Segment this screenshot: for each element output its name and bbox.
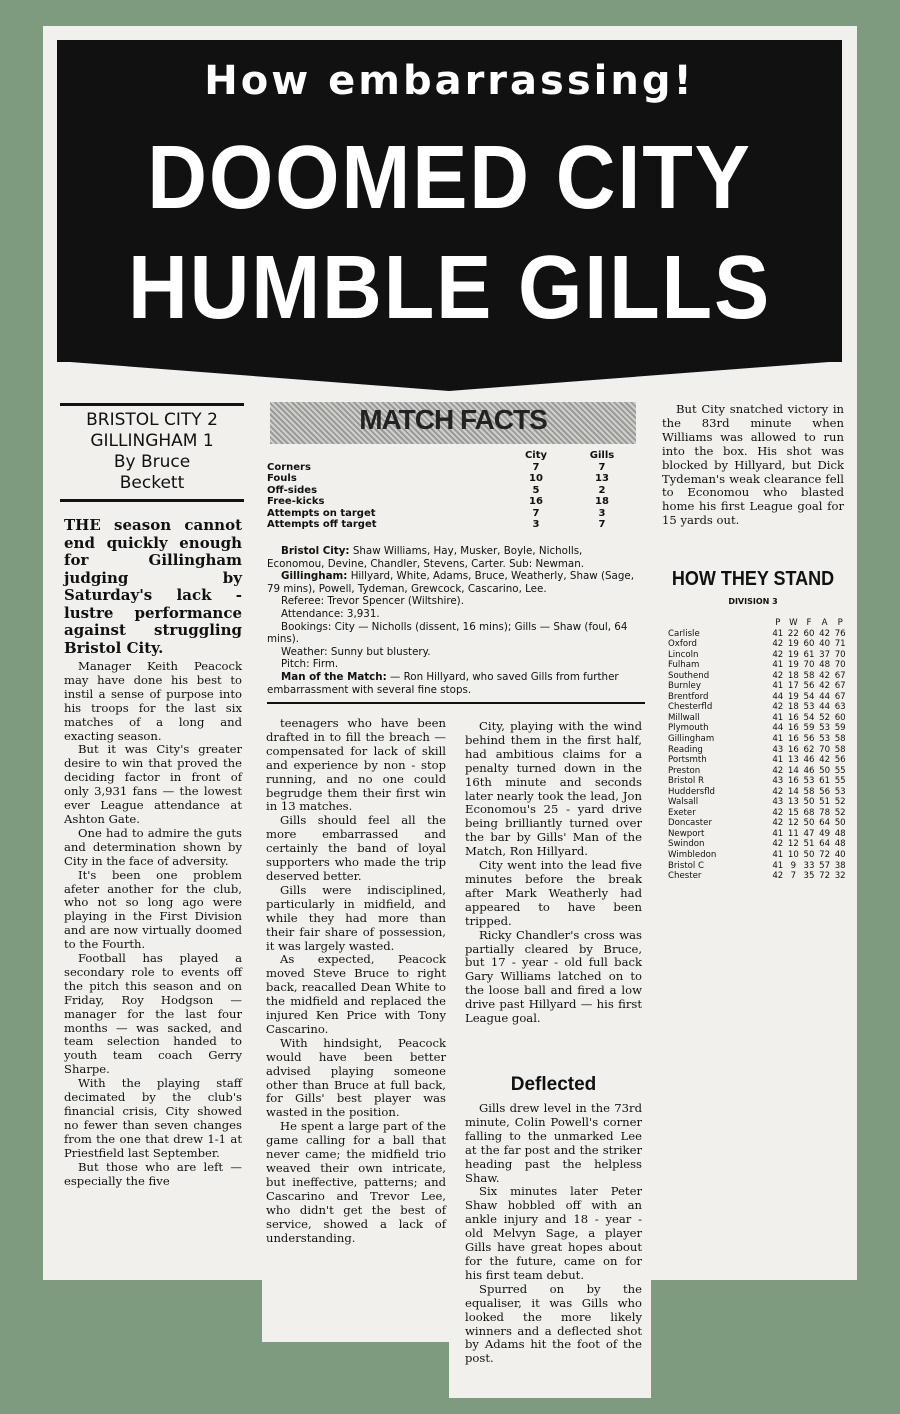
league-cell-f: 50 — [803, 818, 815, 829]
league-cell-a: 70 — [819, 744, 831, 755]
league-cell-p: 41 — [772, 681, 784, 692]
league-cell-team: Southend — [668, 670, 710, 681]
league-cell-p: 41 — [772, 660, 784, 671]
league-cell-f: 46 — [803, 755, 815, 766]
league-cell-pts: 48 — [834, 839, 846, 850]
league-cell-p: 44 — [772, 691, 784, 702]
byline-top-rule — [60, 403, 244, 406]
league-cell-team: Millwall — [668, 712, 700, 723]
league-cell-pts: 38 — [834, 860, 846, 871]
league-cell-f: 56 — [803, 734, 815, 745]
league-cell-team: Brentford — [668, 691, 709, 702]
league-table-row — [668, 861, 848, 872]
league-cell-pts: 58 — [834, 744, 846, 755]
stats-cell-gills: 7 — [598, 519, 606, 530]
league-cell-w: 15 — [787, 807, 799, 818]
stats-cell-gills: 2 — [598, 484, 606, 496]
league-cell-f: 50 — [803, 797, 815, 808]
league-cell-p: 43 — [772, 744, 784, 755]
league-cell-p: 42 — [772, 670, 784, 681]
league-cell-team: Wimbledon — [668, 850, 717, 861]
league-cell-team: Swindon — [668, 839, 705, 850]
league-cell-p: 41 — [772, 850, 784, 861]
paragraph: City, playing with the wind behind them in the first half, had ambitious claims for a penalty turned down in the 16th minute and seconds later nearly took the lead, Jon Economou's 25 - yard drive being brilliantly turned over the bar by Gills' Man of the Match, Ron Hillyard. — [465, 719, 642, 859]
league-cell-w: 12 — [787, 818, 799, 829]
paragraph: Six minutes later Peter Shaw hobbled off with an ankle injury and 18 - year - old Melvyn Sage, a player Gills have great hopes about for the future, came on for his first team debut. — [465, 1184, 642, 1282]
league-cell-team: Chester — [668, 871, 702, 882]
article-column-1 — [64, 660, 242, 1188]
intro-paragraph: THE season cannot end quickly enough for Gillingham judging by Saturday's lack - lustre performance against struggling Bristol City. — [64, 516, 242, 657]
league-cell-w: 9 — [790, 860, 797, 871]
league-cell-w: 16 — [787, 712, 799, 723]
league-cell-w: 13 — [787, 755, 799, 766]
league-table-title: HOW THEY STAND — [671, 568, 835, 590]
league-cell-a: 72 — [819, 850, 831, 861]
league-cell-a: 50 — [819, 765, 831, 776]
league-table-division: DIVISION 3 — [728, 597, 778, 606]
league-table-row — [668, 755, 848, 766]
league-cell-team: Preston — [668, 765, 701, 776]
league-cell-w: 18 — [787, 670, 799, 681]
stats-cell-label: Corners — [267, 461, 311, 473]
clipping-tab-middle — [262, 1280, 449, 1342]
league-cell-p: 42 — [772, 649, 784, 660]
league-table-row — [668, 723, 848, 734]
stats-cell-city: 7 — [532, 461, 540, 473]
league-cell-w: 16 — [787, 744, 799, 755]
league-table-row — [668, 702, 848, 713]
league-cell-pts: 56 — [834, 755, 846, 766]
league-cell-f: 50 — [803, 850, 815, 861]
league-cell-f: 53 — [803, 702, 815, 713]
league-table-row — [668, 660, 848, 671]
league-cell-p: 43 — [772, 797, 784, 808]
league-cell-pts: 70 — [834, 649, 846, 660]
league-cell-a: 64 — [819, 839, 831, 850]
paragraph: He spent a large part of the game calling for a ball that never came; the midfield trio weaved their own intricate, but ineffective, patterns; and Cascarino and Trevor Lee, who didn't get the best of service, showed a lack of understanding. — [266, 1119, 446, 1245]
league-cell-team: Exeter — [668, 807, 696, 818]
paragraph: It's been one problem afeter another for the club, who not so long ago were playing in the First Division and are now virtually doomed to the Fourth. — [64, 867, 242, 952]
stats-row — [267, 519, 639, 531]
stats-cell-label: Off-sides — [267, 484, 318, 496]
stats-col-gills: Gills — [589, 450, 615, 461]
league-table-row — [668, 850, 848, 861]
banner-point — [57, 361, 842, 391]
pitch: Pitch: Firm. — [281, 658, 339, 671]
league-cell-team: Walsall — [668, 797, 699, 808]
paragraph: Spurred on by the equaliser, it was Gills who looked the more likely winners and a deflected shot by Adams hit the foot of the post. — [465, 1281, 642, 1366]
league-cell-p: 42 — [772, 702, 784, 713]
league-cell-pts: 32 — [834, 871, 846, 882]
league-cell-pts: 67 — [834, 670, 846, 681]
league-table-row — [668, 671, 848, 682]
stats-header-row — [267, 450, 639, 462]
league-cell-w: 18 — [787, 702, 799, 713]
league-table-row — [668, 797, 848, 808]
paragraph: Gills should feel all the more embarrassed and certainly the band of loyal supporters who made the trip deserved better. — [266, 813, 446, 883]
match-facts-title: MATCH FACTS — [359, 404, 547, 435]
stats-cell-city: 16 — [529, 496, 543, 507]
league-cell-pts: 55 — [834, 776, 846, 787]
article-column-3 — [465, 720, 642, 1026]
paragraph: teenagers who have been drafted in to fill the breach — compensated for lack of skill and experience by non - stop running, and no one could begrudge them their first win in 13 matches. — [266, 716, 446, 814]
league-cell-team: Bristol R — [668, 776, 705, 787]
paragraph: With the playing staff decimated by the club's financial crisis, City showed no fewer than seven changes from the one that drew 1-1 at Priestfield last September. — [64, 1076, 242, 1160]
league-cell-p: 42 — [772, 786, 784, 797]
stats-cell-gills: 3 — [598, 507, 606, 519]
stats-cell-city: 7 — [532, 507, 540, 519]
league-cell-pts: 70 — [834, 660, 846, 671]
league-cell-w: 7 — [790, 871, 797, 882]
league-cell-team: Oxford — [668, 639, 697, 650]
league-cell-a: 53 — [819, 734, 831, 745]
league-cell-p: 41 — [772, 828, 784, 839]
league-cell-p: 41 — [772, 734, 784, 745]
stats-cell-city: 10 — [529, 473, 543, 484]
league-cell-team: Reading — [668, 744, 703, 755]
stats-row — [267, 508, 639, 520]
main-headline-line-2: HUMBLE GILLS — [127, 238, 772, 338]
league-cell-f: 53 — [803, 776, 815, 787]
league-cell-p: 42 — [772, 839, 784, 850]
byline-bottom-rule — [60, 499, 244, 502]
paragraph: But City snatched victory in the 83rd minute when Williams was allowed to run into the box. His shot was blocked by Hillyard, but Dick Tydeman's weak clearance fell to Economou who blasted home his first League goal for 15 yards out. — [662, 402, 844, 528]
article-column-4 — [662, 403, 844, 528]
league-table-row — [668, 650, 848, 661]
league-cell-pts: 67 — [834, 691, 846, 702]
score-line-1: BRISTOL CITY 2 — [86, 410, 218, 430]
paragraph: Manager Keith Peacock may have done his best to instil a sense of purpose into his troops for the last six matches of a long and exacting season. — [64, 659, 242, 743]
league-cell-f: 60 — [803, 639, 815, 650]
score-line-2: GILLINGHAM 1 — [90, 431, 214, 451]
league-cell-team: Doncaster — [668, 818, 712, 829]
stats-row — [267, 473, 639, 485]
stats-cell-label: Fouls — [267, 473, 297, 484]
league-cell-p: 44 — [772, 723, 784, 734]
paragraph: City went into the lead five minutes before the break after Mark Weatherly had appeared to have been tripped. — [465, 858, 642, 928]
league-cell-a: 64 — [819, 818, 831, 829]
paragraph: One had to admire the guts and determination shown by City in the face of adversity. — [64, 825, 242, 868]
league-cell-a: 49 — [819, 828, 831, 839]
league-cell-team: Portsmth — [668, 755, 707, 766]
column-3-top — [465, 720, 642, 1026]
league-cell-w: 11 — [787, 828, 799, 839]
league-cell-a: 57 — [819, 860, 831, 871]
league-cell-pts: 50 — [834, 818, 846, 829]
league-cell-w: 19 — [787, 660, 799, 671]
league-cell-team: Lincoln — [668, 649, 699, 660]
league-cell-a: 72 — [819, 871, 831, 882]
league-cell-team: Fulham — [668, 660, 700, 671]
league-cell-pts: 53 — [834, 786, 846, 797]
league-table-row — [668, 734, 848, 745]
league-table-row — [668, 818, 848, 829]
byline-author: Beckett — [119, 473, 185, 493]
stats-cell-city: 5 — [532, 484, 540, 496]
league-cell-team: Plymouth — [668, 723, 709, 734]
league-cell-team: Bristol C — [668, 860, 705, 871]
paragraph: As expected, Peacock moved Steve Bruce to right back, reacalled Dean White to the midfield and replaced the injured Ken Price with Tony Cascarino. — [266, 952, 446, 1036]
league-table-row — [668, 766, 848, 777]
league-cell-w: 22 — [787, 628, 799, 639]
byline-by: By Bruce — [113, 452, 191, 472]
league-cell-f: 46 — [803, 765, 815, 776]
league-cell-pts: 76 — [834, 628, 846, 639]
league-table-row — [668, 829, 848, 840]
league-table-row — [668, 787, 848, 798]
league-cell-team: Gillingham — [668, 734, 715, 745]
league-cell-w: 16 — [787, 723, 799, 734]
league-cell-f: 58 — [803, 786, 815, 797]
article-column-3-bottom — [465, 1102, 642, 1366]
league-table-row — [668, 776, 848, 787]
league-cell-p: 41 — [772, 755, 784, 766]
league-cell-pts: 52 — [834, 807, 846, 818]
stats-col-city: City — [524, 450, 548, 461]
league-cell-w: 19 — [787, 691, 799, 702]
league-cell-w: 10 — [787, 850, 799, 861]
bristol-lineup: Bristol City: Shaw Williams, Hay, Musker, Boyle, Nicholls, Economou, Devine, Chandler, Stevens, Carter. Sub: Newman. — [267, 545, 585, 570]
league-cell-w: 14 — [787, 786, 799, 797]
league-cell-f: 35 — [803, 871, 815, 882]
league-cell-f: 33 — [803, 860, 815, 871]
league-cell-a: 48 — [819, 660, 831, 671]
league-cell-a: 42 — [819, 670, 831, 681]
league-cell-a: 42 — [819, 755, 831, 766]
league-table-row — [668, 713, 848, 724]
league-cell-p: 42 — [772, 818, 784, 829]
league-cell-w: 13 — [787, 797, 799, 808]
league-cell-pts: 59 — [834, 723, 846, 734]
league-cell-a: 44 — [819, 702, 831, 713]
league-cell-a: 78 — [819, 807, 831, 818]
paragraph: Gills were indisciplined, particularly in midfield, and while they had more than their fair share of possession, it was largely wasted. — [266, 882, 446, 953]
paragraph: But those who are left — especially the five — [64, 1159, 242, 1188]
league-cell-p: 42 — [772, 639, 784, 650]
paragraph: But it was City's greater desire to win that proved the deciding factor in front of only 3,931 fans — the lowest ever League attendance at Ashton Gate. — [64, 742, 242, 826]
league-cell-f: 56 — [803, 681, 815, 692]
league-cell-p: 42 — [772, 765, 784, 776]
league-cell-f: 54 — [803, 712, 815, 723]
league-table-row — [668, 681, 848, 692]
stats-cell-gills: 7 — [598, 461, 606, 473]
stats-cell-label: Attempts on target — [267, 507, 376, 519]
gillingham-lineup: Gillingham: Hillyard, White, Adams, Bruce, Weatherly, Shaw (Sage, 79 mins), Powell, Tydeman, Grewcock, Cascarino, Lee. — [267, 570, 634, 595]
league-table-row — [668, 871, 848, 882]
league-table-row — [668, 745, 848, 756]
stats-cell-city: 3 — [532, 519, 540, 530]
paragraph: Ricky Chandler's cross was partially cleared by Bruce, but 17 - year - old full back Gary Williams latched on to the loose ball and fired a low drive past Hillyard — his first League goal. — [465, 927, 642, 1026]
league-cell-f: 61 — [803, 649, 815, 660]
match-facts-details — [267, 545, 641, 696]
league-cell-pts: 58 — [834, 734, 846, 745]
league-cell-team: Newport — [668, 828, 705, 839]
league-cell-f: 47 — [803, 828, 815, 839]
league-table-row — [668, 629, 848, 640]
league-cell-f: 51 — [803, 839, 815, 850]
paragraph: With hindsight, Peacock would have been better advised playing someone other than Bruce at full back, for Gills' best player was wasted in the position. — [266, 1035, 446, 1120]
league-cell-a: 42 — [819, 681, 831, 692]
league-cell-w: 17 — [787, 681, 799, 692]
league-cell-a: 40 — [819, 639, 831, 650]
league-cell-pts: 48 — [834, 828, 846, 839]
league-table-row — [668, 839, 848, 850]
man-of-the-match: Man of the Match: — Ron Hillyard, who saved Gills from further embarrassment with several fine stops. — [267, 670, 619, 696]
league-cell-pts: 52 — [834, 797, 846, 808]
subheading: Deflected — [510, 1074, 597, 1095]
referee: Referee: Trevor Spencer (Wiltshire). — [281, 595, 464, 608]
league-cell-team: Carlisle — [668, 628, 700, 639]
league-cell-w: 16 — [787, 734, 799, 745]
league-cell-team: Huddersfld — [668, 786, 715, 797]
league-cell-f: 58 — [803, 670, 815, 681]
bookings: Bookings: City — Nicholls (dissent, 16 mins); Gills — Shaw (foul, 64 mins). — [267, 620, 628, 646]
league-cell-f: 60 — [803, 628, 815, 639]
league-cell-a: 44 — [819, 691, 831, 702]
league-cell-p: 42 — [772, 807, 784, 818]
league-cell-p: 41 — [772, 628, 784, 639]
stats-row — [267, 485, 639, 497]
league-cell-f: 54 — [803, 691, 815, 702]
league-cell-w: 19 — [787, 639, 799, 650]
league-cell-w: 12 — [787, 839, 799, 850]
league-cell-f: 59 — [803, 723, 815, 734]
stats-cell-gills: 18 — [595, 496, 609, 507]
match-facts-bottom-rule — [267, 702, 645, 704]
kicker-headline: How embarrassing! — [204, 58, 695, 104]
league-cell-pts: 71 — [834, 639, 846, 650]
league-cell-pts: 63 — [834, 702, 846, 713]
stats-row — [267, 496, 639, 508]
league-cell-a: 56 — [819, 786, 831, 797]
league-cell-pts: 67 — [834, 681, 846, 692]
main-headline-line-1: DOOMED CITY — [147, 128, 752, 228]
article-column-2 — [266, 717, 446, 1245]
stats-cell-label: Free-kicks — [267, 496, 325, 507]
league-cell-a: 42 — [819, 628, 831, 639]
league-cell-a: 37 — [819, 649, 831, 660]
league-cell-p: 41 — [772, 712, 784, 723]
league-cell-a: 61 — [819, 776, 831, 787]
league-cell-w: 14 — [787, 765, 799, 776]
league-cell-team: Chesterfld — [668, 702, 713, 713]
weather: Weather: Sunny but blustery. — [281, 645, 431, 658]
league-cell-w: 16 — [787, 776, 799, 787]
league-table — [668, 618, 848, 882]
league-table-row — [668, 639, 848, 650]
attendance: Attendance: 3,931. — [281, 607, 380, 620]
stats-cell-gills: 13 — [595, 473, 609, 484]
match-stats-table — [267, 450, 639, 531]
stats-row — [267, 462, 639, 474]
league-cell-w: 19 — [787, 649, 799, 660]
league-cell-pts: 60 — [834, 712, 846, 723]
league-cell-f: 70 — [803, 660, 815, 671]
league-table-row — [668, 808, 848, 819]
league-cell-p: 41 — [772, 860, 784, 871]
league-cell-p: 43 — [772, 776, 784, 787]
league-cell-a: 51 — [819, 797, 831, 808]
paragraph: Football has played a secondary role to events off the pitch this season and on Friday, Roy Hodgson — manager for the last four months — was sacked, and team selection handed to youth team coach Gerry Sharpe. — [64, 951, 242, 1077]
league-cell-f: 62 — [803, 744, 815, 755]
league-cell-a: 53 — [819, 723, 831, 734]
byline — [60, 410, 244, 494]
league-table-header: P W F A P — [775, 618, 843, 628]
paragraph: Gills drew level in the 73rd minute, Colin Powell's corner falling to the unmarked Lee at the far post and the striker heading past the helpless Shaw. — [465, 1101, 642, 1185]
league-cell-p: 42 — [772, 871, 784, 882]
league-cell-f: 68 — [803, 807, 815, 818]
stats-cell-label: Attempts off target — [267, 519, 377, 530]
league-cell-team: Burnley — [668, 681, 701, 692]
league-cell-a: 52 — [819, 712, 831, 723]
league-table-row — [668, 692, 848, 703]
league-cell-pts: 40 — [834, 850, 846, 861]
league-cell-pts: 55 — [834, 765, 846, 776]
